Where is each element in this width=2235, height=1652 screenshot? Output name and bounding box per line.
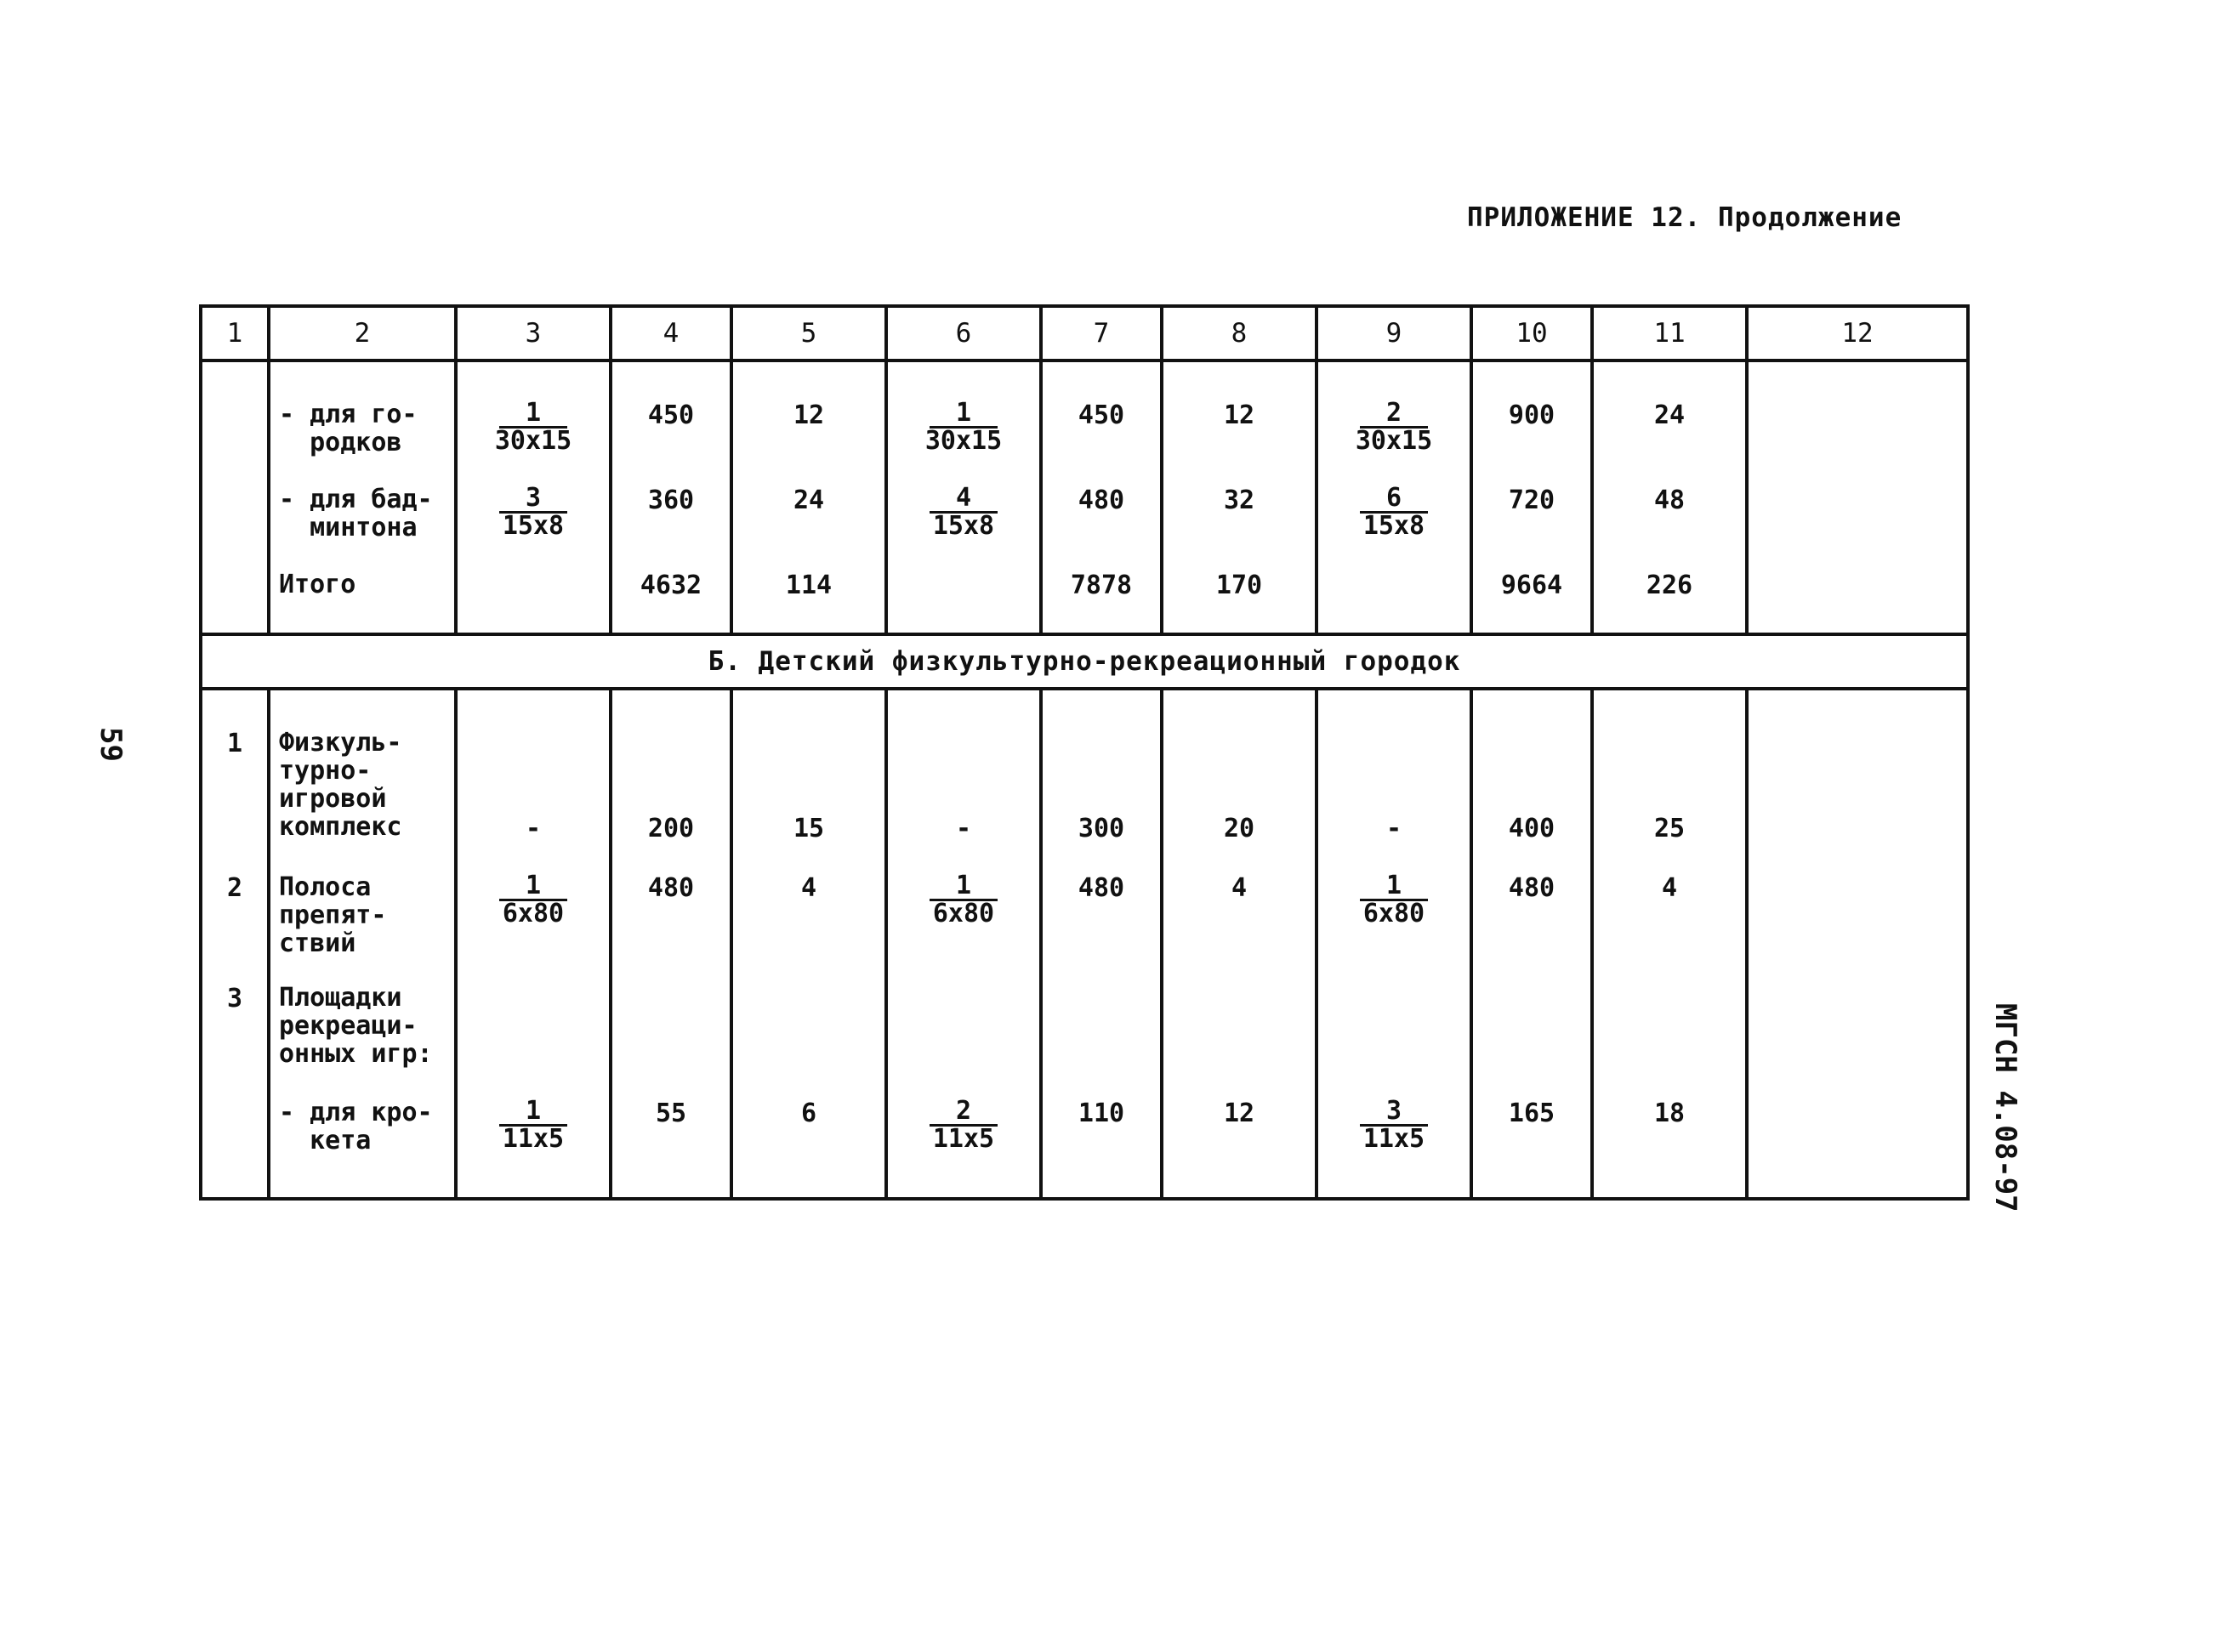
cell-value: 450 [647, 400, 695, 430]
cell-value: 480 [1508, 873, 1555, 903]
fraction: $\frac{2}{11x5}$ [888, 1098, 1039, 1152]
col-12 [1747, 360, 1968, 634]
cell-value: 4 [800, 873, 817, 903]
cell-value: 24 [793, 485, 825, 515]
cell-value: 720 [1508, 485, 1555, 515]
column-header: 4 [611, 306, 731, 360]
section-a-block [201, 360, 1968, 634]
row-number: 1 [226, 729, 243, 758]
fraction: $\frac{1}{30x15}$ [924, 398, 1003, 456]
col-2 [269, 689, 456, 1199]
fraction: $\frac{3}{11x5}$ [1318, 1098, 1470, 1152]
cell-value: 200 [647, 814, 695, 843]
cell-value: 4632 [640, 571, 702, 600]
col-7 [1041, 360, 1162, 634]
fraction: $\frac{1}{6x80}$ [458, 873, 609, 927]
cell-value: 15 [793, 814, 825, 843]
row-label: Физкуль- турно- игровой комплекс [279, 728, 402, 842]
cell-value: 114 [785, 571, 833, 600]
data-table [199, 304, 1970, 1201]
row-label: - для кро- кета [279, 1098, 433, 1155]
col-8 [1162, 360, 1317, 634]
cell-value: 360 [647, 485, 695, 515]
row-label: Полоса препят- ствий [279, 872, 387, 958]
document-code: МГСН 4.08-97 [1988, 1003, 2022, 1212]
cell-value: 900 [1508, 400, 1555, 430]
cell-value: 18 [1653, 1098, 1686, 1128]
cell-value: 480 [647, 873, 695, 903]
column-header: 3 [456, 306, 611, 360]
fraction: $\frac{1}{30x15}$ [494, 398, 572, 456]
col-1 [201, 360, 269, 634]
fraction: $\frac{6}{15x8}$ [1318, 485, 1470, 539]
row-label: - для бад- минтона [279, 485, 433, 542]
cell-value: 170 [1215, 571, 1263, 600]
cell-value: 20 [1223, 814, 1255, 843]
col-5 [731, 689, 886, 1199]
row-label: Итого [279, 570, 356, 599]
fraction: $\frac{3}{15x8}$ [458, 485, 609, 539]
cell-value: 400 [1508, 814, 1555, 843]
cell-value: - [955, 814, 972, 843]
row-number: 3 [226, 984, 243, 1013]
section-b-block [201, 689, 1968, 1199]
cell-value: 48 [1653, 485, 1686, 515]
col-4 [611, 689, 731, 1199]
column-header: 5 [731, 306, 886, 360]
cell-value: - [1385, 814, 1402, 843]
cell-value: 12 [793, 400, 825, 430]
column-header: 9 [1317, 306, 1471, 360]
col-3 [456, 360, 611, 634]
row-label: - для го- родков [279, 400, 418, 457]
cell-value: 6 [800, 1098, 817, 1128]
section-title: Б. Детский физкультурно-рекреационный городок [201, 634, 1968, 689]
cell-value: 165 [1508, 1098, 1555, 1128]
col-5 [731, 360, 886, 634]
col-10 [1471, 360, 1592, 634]
cell-value: 4 [1661, 873, 1678, 903]
column-header: 7 [1041, 306, 1162, 360]
col-7 [1041, 689, 1162, 1199]
cell-value: 110 [1078, 1098, 1125, 1128]
fraction: $\frac{1}{6x80}$ [888, 873, 1039, 927]
cell-value: 55 [655, 1098, 687, 1128]
cell-value: 25 [1653, 814, 1686, 843]
col-11 [1592, 360, 1747, 634]
fraction: $\frac{2}{30x15}$ [1355, 398, 1433, 456]
fraction: $\frac{1}{11x5}$ [458, 1098, 609, 1152]
fraction: $\frac{4}{15x8}$ [888, 485, 1039, 539]
col-9 [1317, 689, 1471, 1199]
col-8 [1162, 689, 1317, 1199]
column-header-row [201, 306, 1968, 360]
row-label: Площадки рекреаци- онных игр: [279, 983, 433, 1069]
cell-value: 480 [1078, 485, 1125, 515]
section-b-header-row [201, 634, 1968, 689]
appendix-header: ПРИЛОЖЕНИЕ 12. Продолжение [1467, 202, 1902, 233]
col-10 [1471, 689, 1592, 1199]
col-11 [1592, 689, 1747, 1199]
column-header: 12 [1747, 306, 1968, 360]
cell-value: 12 [1223, 1098, 1255, 1128]
cell-value: - [525, 814, 542, 843]
cell-value: 4 [1231, 873, 1248, 903]
column-header: 6 [886, 306, 1041, 360]
col-6 [886, 360, 1041, 634]
col-1 [201, 689, 269, 1199]
cell-value: 32 [1223, 485, 1255, 515]
col-2 [269, 360, 456, 634]
cell-value: 450 [1078, 400, 1125, 430]
column-header: 8 [1162, 306, 1317, 360]
column-header: 1 [201, 306, 269, 360]
fraction: $\frac{1}{6x80}$ [1318, 873, 1470, 927]
row-number: 2 [226, 873, 243, 903]
col-3 [456, 689, 611, 1199]
col-6 [886, 689, 1041, 1199]
column-header: 11 [1592, 306, 1747, 360]
column-header: 10 [1471, 306, 1592, 360]
page-number: 59 [94, 727, 128, 762]
cell-value: 9664 [1500, 571, 1563, 600]
cell-value: 300 [1078, 814, 1125, 843]
cell-value: 12 [1223, 400, 1255, 430]
column-header: 2 [269, 306, 456, 360]
cell-value: 480 [1078, 873, 1125, 903]
cell-value: 24 [1653, 400, 1686, 430]
cell-value: 7878 [1070, 571, 1133, 600]
col-9 [1317, 360, 1471, 634]
cell-value: 226 [1646, 571, 1693, 600]
col-4 [611, 360, 731, 634]
col-12 [1747, 689, 1968, 1199]
